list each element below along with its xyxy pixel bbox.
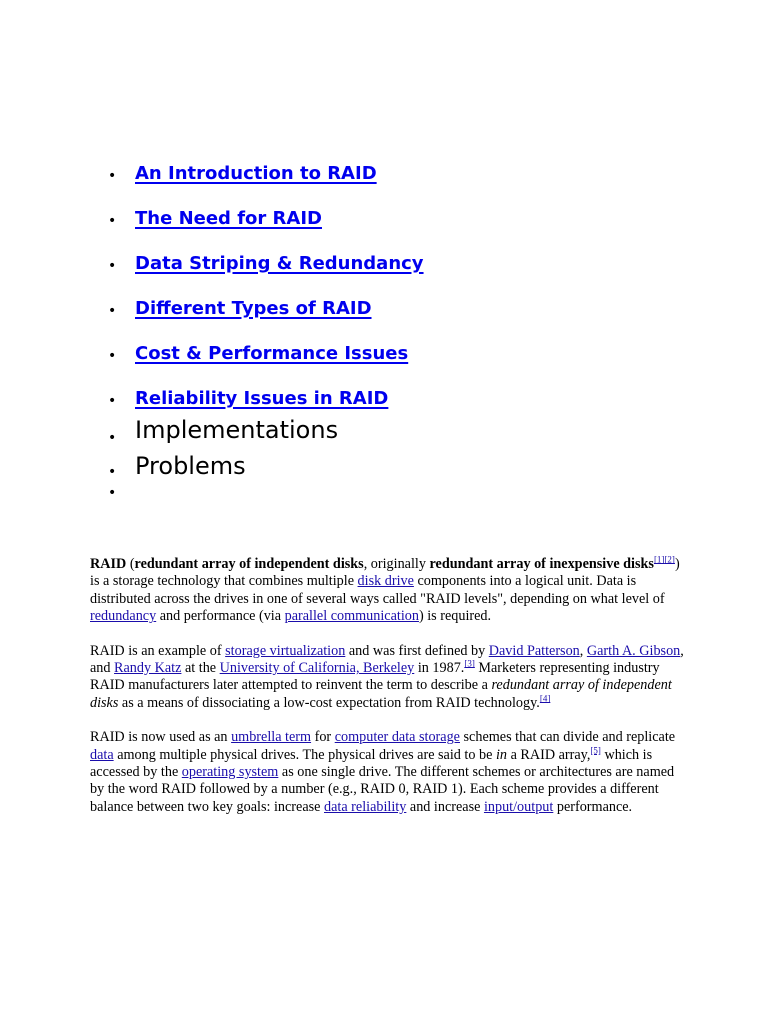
term-raid: RAID — [90, 556, 127, 572]
link-disk-drive[interactable]: disk drive — [357, 573, 414, 590]
text: ) is a storage technology that combines multiple — [90, 556, 680, 590]
text: RAID is now used as an — [90, 729, 232, 746]
toc-link-introduction[interactable]: An Introduction to RAID — [135, 163, 377, 184]
link-randy-katz[interactable]: Randy Katz — [114, 660, 182, 677]
toc-link-reliability-issues[interactable]: Reliability Issues in RAID — [135, 388, 389, 409]
paragraph-definition — [90, 556, 685, 626]
toc-item-implementations: Implementations — [135, 416, 339, 444]
bullet: • — [108, 213, 117, 229]
emphasis-in: in — [495, 746, 508, 763]
text: , and — [90, 642, 684, 677]
term-independent-italic: redundant array of independent disks — [90, 677, 672, 711]
toc-link-types-of-raid[interactable]: Different Types of RAID — [135, 298, 372, 319]
term-independent: redundant array of independent disks — [134, 556, 364, 572]
link-data[interactable]: data — [90, 746, 114, 763]
toc-link-need-for-raid[interactable]: The Need for RAID — [135, 208, 322, 229]
bullet: • — [108, 168, 117, 184]
text: , — [579, 642, 587, 659]
toc-item-problems: Problems — [135, 452, 246, 480]
bullet: • — [108, 464, 117, 480]
term-inexpensive: redundant array of inexpensive disks — [429, 556, 654, 572]
text: and increase — [406, 798, 484, 815]
toc-link-data-striping[interactable]: Data Striping & Redundancy — [135, 253, 424, 274]
citation-link-2[interactable]: [2] — [664, 554, 675, 565]
text: ( — [126, 556, 135, 572]
text: ) is required. — [418, 608, 492, 625]
link-garth-gibson[interactable]: Garth A. Gibson — [586, 642, 681, 659]
link-operating-system[interactable]: operating system — [181, 764, 279, 781]
citation-link-3[interactable]: [3] — [464, 658, 475, 669]
article-body — [90, 556, 685, 833]
paragraph-usage — [90, 729, 685, 816]
link-computer-data-storage[interactable]: computer data storage — [334, 729, 460, 746]
text: RAID is an example of — [90, 642, 226, 659]
text: performance. — [553, 798, 633, 815]
link-uc-berkeley[interactable]: University of California, Berkeley — [219, 660, 415, 677]
text: which is accessed by the — [90, 746, 653, 781]
link-data-reliability[interactable]: data reliability — [324, 798, 407, 815]
link-umbrella-term[interactable]: umbrella term — [231, 729, 312, 746]
bullet: • — [108, 258, 117, 274]
text: , originally — [363, 556, 430, 572]
citation-link-5[interactable]: [5] — [590, 744, 601, 755]
text: for — [311, 729, 335, 746]
paragraph-history — [90, 643, 685, 713]
citation-link-4[interactable]: [4] — [539, 693, 551, 704]
link-redundancy[interactable]: redundancy — [90, 608, 157, 625]
citation-group — [540, 693, 551, 703]
bullet: • — [108, 485, 117, 501]
bullet: • — [108, 430, 117, 446]
link-david-patterson[interactable]: David Patterson — [488, 642, 580, 659]
text: components into a logical unit. Data is distributed across the drives in one of several ways called "RAID levels", depending on what level of — [90, 573, 665, 607]
toc-link-cost-performance[interactable]: Cost & Performance Issues — [135, 343, 409, 364]
bullet: • — [108, 393, 117, 409]
text: as a means of dissociating a low-cost expectation from RAID technology. — [118, 694, 540, 711]
text: in 1987. — [414, 660, 465, 677]
citation-link-1[interactable]: [1] — [653, 554, 665, 565]
text: among multiple physical drives. The physical drives are said to be — [113, 746, 496, 763]
link-parallel-communication[interactable]: parallel communication — [284, 608, 419, 625]
text: as one single drive. The different schemes or architectures are named by the word RAID followed by a number (e.g., RAID 0, RAID 1). Each scheme provides a different balance between two key goals: increase — [90, 764, 675, 815]
text: at the — [181, 660, 220, 677]
text: a RAID array, — [507, 746, 591, 763]
text: and performance (via — [156, 608, 285, 625]
text: Marketers representing industry RAID manufacturers later attempted to reinvent the term to describe a — [90, 660, 660, 694]
citation-group — [654, 554, 675, 564]
text: schemes that can divide and replicate — [459, 729, 676, 746]
citation-group — [590, 745, 601, 755]
text: and was first defined by — [345, 642, 489, 659]
link-input-output[interactable]: input/output — [483, 798, 554, 815]
bullet: • — [108, 348, 117, 364]
link-storage-virtualization[interactable]: storage virtualization — [225, 642, 346, 659]
bullet: • — [108, 303, 117, 319]
citation-group — [464, 658, 475, 668]
